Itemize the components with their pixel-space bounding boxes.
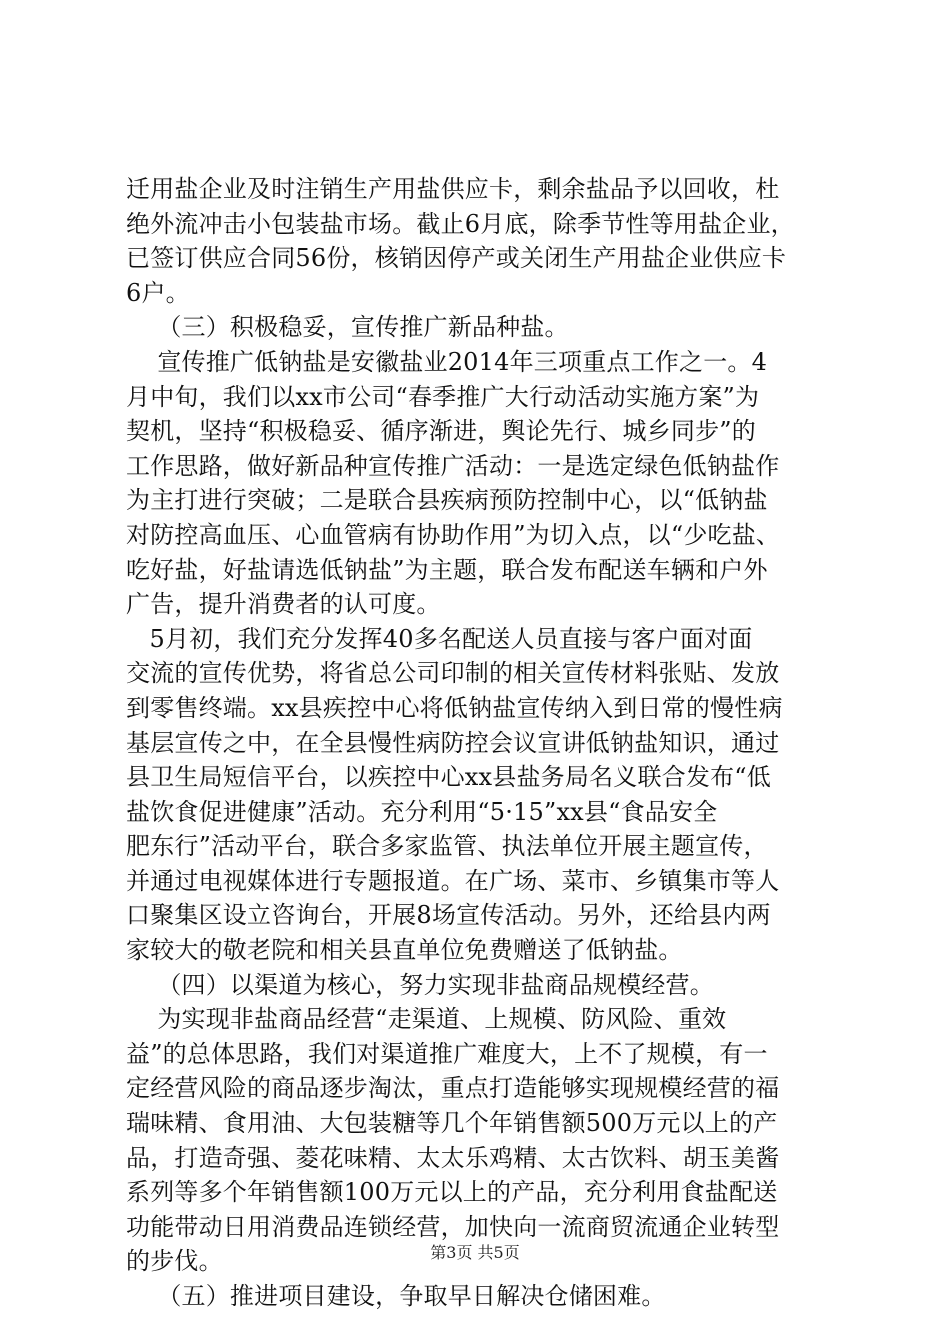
text-line: 交流的宣传优势，将省总公司印制的相关宣传材料张贴、发放: [126, 659, 780, 688]
text-line: 品，打造奇强、菱花味精、太太乐鸡精、太古饮料、胡玉美酱: [126, 1143, 780, 1172]
section-heading: （五）推进项目建设，争取早日解决仓储困难。: [126, 1282, 666, 1310]
text-line: 契机，坚持“积极稳妥、循序渐进，舆论先行、城乡同步”的: [126, 417, 756, 446]
text-line: 的步伐。: [126, 1247, 223, 1276]
text-line: 家较大的敬老院和相关县直单位免费赠送了低钠盐。: [126, 936, 683, 965]
text-line: 6户。: [126, 278, 190, 307]
text-line: 瑞味精、食用油、大包装糖等几个年销售额500万元以上的产: [126, 1109, 778, 1138]
text-line: 县卫生局短信平台，以疾控中心xx县盐务局名义联合发布“低: [126, 763, 771, 792]
text-line: 对防控高血压、心血管病有协助作用”为切入点，以“少吃盐、: [126, 520, 781, 549]
page-number-footer: 第3页 共5页: [430, 1243, 520, 1262]
text-line: 为主打进行突破；二是联合县疾病预防控制中心，以“低钠盐: [126, 486, 768, 515]
text-line: 到零售终端。xx县疾控中心将低钠盐宣传纳入到日常的慢性病: [126, 693, 783, 722]
text-line: 功能带动日用消费品连锁经营，加快向一流商贸流通企业转型: [126, 1212, 780, 1241]
text-line: 吃好盐，好盐请选低钠盐”为主题，联合发布配送车辆和户外: [126, 555, 768, 584]
section-heading: （四）以渠道为核心，努力实现非盐商品规模经营。: [126, 970, 714, 999]
text-line: 月中旬，我们以xx市公司“春季推广大行动活动实施方案”为: [126, 382, 760, 411]
text-line: 工作思路，做好新品种宣传推广活动：一是选定绿色低钠盐作: [126, 451, 780, 480]
text-line: 定经营风险的商品逐步淘汰，重点打造能够实现规模经营的福: [126, 1074, 780, 1103]
text-line: 益”的总体思路，我们对渠道推广难度大，上不了规模，有一: [126, 1039, 768, 1068]
text-line: 系列等多个年销售额100万元以上的产品，充分利用食盐配送: [126, 1178, 778, 1207]
text-line: 宣传推广低钠盐是安徽盐业2014年三项重点工作之一。4: [126, 347, 768, 376]
text-line: 绝外流冲击小包装盐市场。截止6月底，除季节性等用盐企业，: [126, 209, 795, 238]
text-line: 已签订供应合同56份，核销因停产或关闭生产用盐企业供应卡: [126, 244, 787, 273]
text-line: 并通过电视媒体进行专题报道。在广场、菜市、乡镇集市等人: [126, 866, 780, 895]
text-line: 基层宣传之中，在全县慢性病防控会议宣讲低钠盐知识，通过: [126, 728, 780, 757]
body-text: [126, 172, 836, 1314]
text-line: 口聚集区设立咨询台，开展8场宣传活动。另外，还给县内两: [126, 901, 771, 930]
text-line: 迁用盐企业及时注销生产用盐供应卡，剩余盐品予以回收，杜: [126, 175, 780, 203]
text-line: 肥东行”活动平台，联合多家监管、执法单位开展主题宣传，: [126, 832, 768, 861]
text-line: 盐饮食促进健康”活动。充分利用“5·15”xx县“食品安全: [126, 797, 718, 826]
text-line: 为实现非盐商品经营“走渠道、上规模、防风险、重效: [126, 1005, 727, 1034]
section-heading: （三）积极稳妥，宣传推广新品种盐。: [126, 313, 569, 342]
text-line: 5月初，我们充分发挥40多名配送人员直接与客户面对面: [126, 624, 753, 653]
text-line: 广告，提升消费者的认可度。: [126, 590, 441, 619]
